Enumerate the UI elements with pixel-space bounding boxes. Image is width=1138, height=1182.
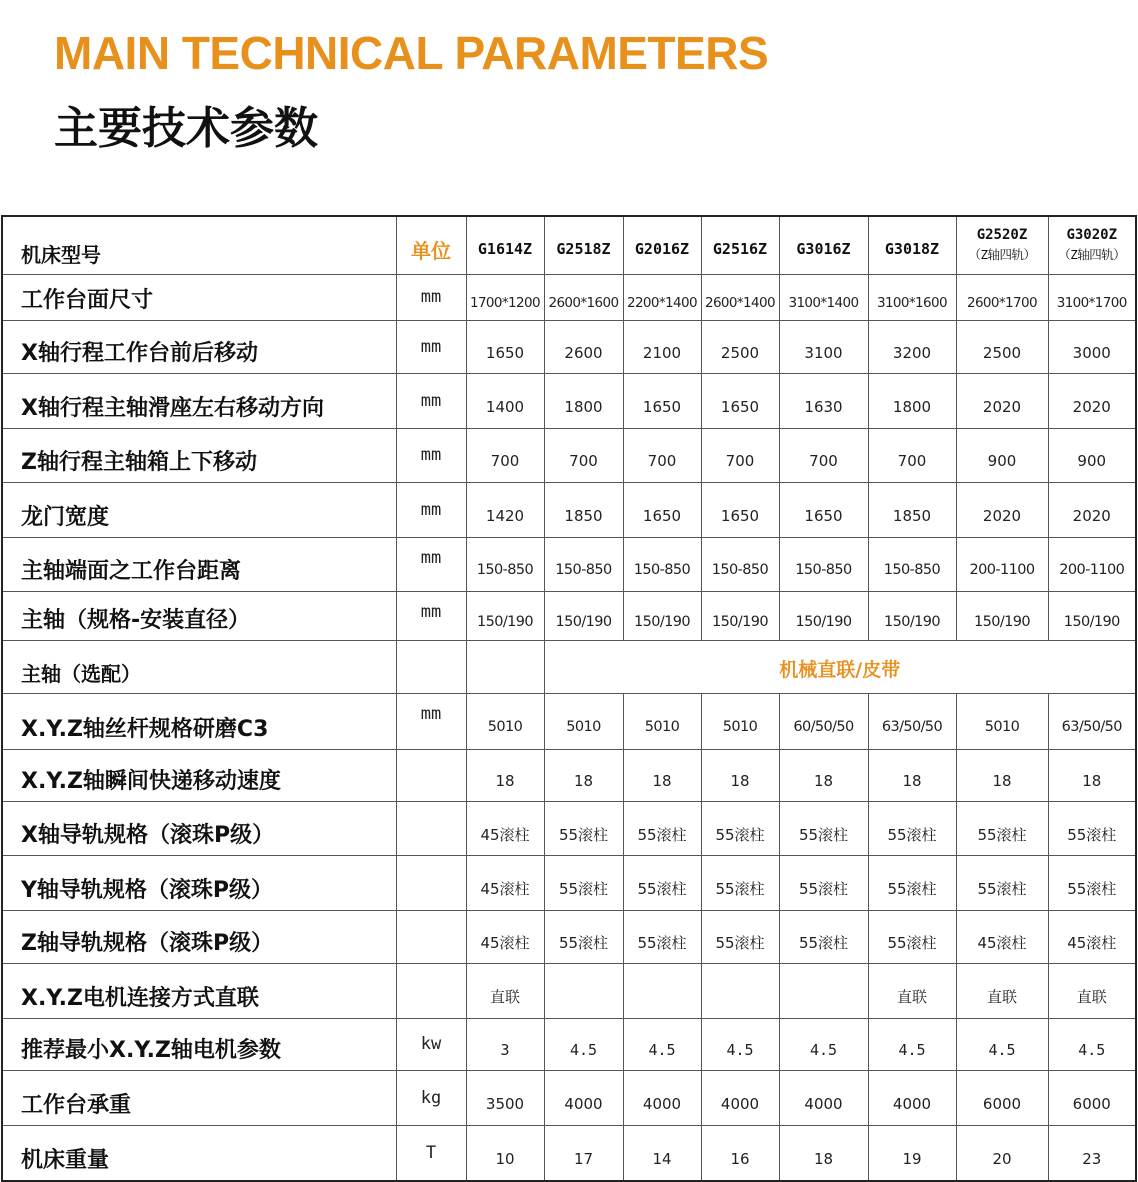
value-cell: 55滚柱 (544, 801, 623, 855)
value-cell: 23 (1048, 1125, 1136, 1181)
model-name-main: G3020Z (1066, 227, 1118, 244)
table-row (2, 373, 1136, 428)
value-cell: 6000 (1048, 1070, 1136, 1125)
title-english: MAIN TECHNICAL PARAMETERS (54, 27, 769, 79)
model-name: G1614Z (466, 216, 544, 274)
value-cell: 700 (544, 428, 623, 482)
value-cell: 45滚柱 (466, 910, 544, 963)
value-cell: 3200 (868, 320, 956, 373)
value-cell: 63/50/50 (868, 693, 956, 749)
unit-cell: mm (396, 274, 466, 320)
value-cell: 2020 (1048, 373, 1136, 428)
value-cell: 45滚柱 (466, 855, 544, 910)
value-cell: 1650 (701, 373, 779, 428)
table-row (2, 910, 1136, 963)
value-cell: 直联 (956, 963, 1048, 1018)
value-cell: 45滚柱 (956, 910, 1048, 963)
param-label: 推荐最小X.Y.Z轴电机参数 (2, 1018, 396, 1070)
value-cell: 18 (1048, 749, 1136, 801)
value-cell: 150-850 (779, 537, 868, 591)
value-cell: 20 (956, 1125, 1048, 1181)
value-cell: 直联 (868, 963, 956, 1018)
value-cell: 4000 (544, 1070, 623, 1125)
value-cell: 2100 (623, 320, 701, 373)
value-cell: 2600 (544, 320, 623, 373)
value-cell: 4.5 (956, 1018, 1048, 1070)
table-row (2, 801, 1136, 855)
value-cell: 直联 (466, 963, 544, 1018)
value-cell: 4.5 (779, 1018, 868, 1070)
unit-cell: mm (396, 591, 466, 640)
value-cell: 1800 (868, 373, 956, 428)
value-cell: 2200*1400 (623, 274, 701, 320)
value-cell: 1650 (623, 373, 701, 428)
header-unit: 单位 (396, 216, 466, 274)
value-cell: 55滚柱 (1048, 855, 1136, 910)
value-cell: 5010 (701, 693, 779, 749)
value-cell: 3100*1400 (779, 274, 868, 320)
param-label: 工作台面尺寸 (2, 274, 396, 320)
value-cell: 55滚柱 (701, 910, 779, 963)
value-cell: 150-850 (544, 537, 623, 591)
value-cell: 18 (779, 1125, 868, 1181)
value-cell: 900 (956, 428, 1048, 482)
table-row (2, 1070, 1136, 1125)
value-cell: 55滚柱 (701, 855, 779, 910)
unit-cell (396, 640, 466, 693)
param-label: 龙门宽度 (2, 482, 396, 537)
value-cell: 18 (779, 749, 868, 801)
table-row (2, 855, 1136, 910)
value-cell: 150/190 (623, 591, 701, 640)
value-cell: 2600*1700 (956, 274, 1048, 320)
value-cell: 700 (466, 428, 544, 482)
unit-cell (396, 801, 466, 855)
param-label: Z轴行程主轴箱上下移动 (2, 428, 396, 482)
table-row (2, 428, 1136, 482)
value-cell: 55滚柱 (868, 855, 956, 910)
value-cell: 700 (868, 428, 956, 482)
value-cell: 3100*1700 (1048, 274, 1136, 320)
value-cell (701, 963, 779, 1018)
value-cell: 6000 (956, 1070, 1048, 1125)
param-label: X轴行程主轴滑座左右移动方向 (2, 373, 396, 428)
value-cell: 700 (779, 428, 868, 482)
value-cell: 18 (956, 749, 1048, 801)
value-cell: 45滚柱 (1048, 910, 1136, 963)
value-cell: 150/190 (868, 591, 956, 640)
table-row (2, 482, 1136, 537)
value-cell: 5010 (623, 693, 701, 749)
table-row (2, 591, 1136, 640)
param-label: 主轴（规格-安装直径） (2, 591, 396, 640)
value-cell: 55滚柱 (623, 801, 701, 855)
value-cell: 5010 (466, 693, 544, 749)
value-cell: 18 (466, 749, 544, 801)
value-cell: 150/190 (544, 591, 623, 640)
value-cell: 55滚柱 (779, 855, 868, 910)
value-cell: 150/190 (956, 591, 1048, 640)
title-chinese: 主要技术参数 (54, 103, 318, 154)
unit-cell (396, 963, 466, 1018)
value-cell: 5010 (956, 693, 1048, 749)
value-cell: 55滚柱 (544, 855, 623, 910)
value-cell: 1650 (466, 320, 544, 373)
value-cell: 55滚柱 (956, 855, 1048, 910)
model-name: G2516Z (701, 216, 779, 274)
value-cell (544, 963, 623, 1018)
unit-cell: kg (396, 1070, 466, 1125)
value-cell: 200-1100 (1048, 537, 1136, 591)
value-cell: 3000 (1048, 320, 1136, 373)
value-cell: 4.5 (868, 1018, 956, 1070)
value-cell: 4.5 (701, 1018, 779, 1070)
value-cell: 1400 (466, 373, 544, 428)
value-cell: 2020 (956, 482, 1048, 537)
value-cell: 150-850 (701, 537, 779, 591)
value-cell: 55滚柱 (544, 910, 623, 963)
value-cell: 4000 (868, 1070, 956, 1125)
table-row (2, 640, 1136, 693)
model-name-sub: （Z轴四轨） (1058, 247, 1126, 263)
param-label: X轴行程工作台前后移动 (2, 320, 396, 373)
value-cell: 1700*1200 (466, 274, 544, 320)
value-cell: 17 (544, 1125, 623, 1181)
value-cell: 700 (701, 428, 779, 482)
value-cell: 4000 (779, 1070, 868, 1125)
model-name-sub: （Z轴四轨） (968, 247, 1036, 263)
value-cell: 2020 (1048, 482, 1136, 537)
table-row (2, 274, 1136, 320)
table-row (2, 1125, 1136, 1181)
unit-cell: T (396, 1125, 466, 1181)
model-name: G2518Z (544, 216, 623, 274)
value-cell: 55滚柱 (623, 855, 701, 910)
table-row (2, 749, 1136, 801)
value-cell: 55滚柱 (623, 910, 701, 963)
unit-cell: mm (396, 693, 466, 749)
value-cell: 16 (701, 1125, 779, 1181)
value-cell: 55滚柱 (779, 910, 868, 963)
value-cell: 200-1100 (956, 537, 1048, 591)
value-cell: 150-850 (868, 537, 956, 591)
value-cell: 55滚柱 (1048, 801, 1136, 855)
param-label: X轴导轨规格（滚珠P级） (2, 801, 396, 855)
unit-cell: mm (396, 320, 466, 373)
value-cell: 150/190 (779, 591, 868, 640)
value-cell: 2500 (701, 320, 779, 373)
value-cell: 18 (623, 749, 701, 801)
value-cell: 2600*1400 (701, 274, 779, 320)
value-cell: 150/190 (701, 591, 779, 640)
param-label: 主轴（选配） (2, 640, 396, 693)
value-cell: 55滚柱 (701, 801, 779, 855)
spec-table (1, 215, 1137, 1182)
table-row (2, 537, 1136, 591)
param-label: Y轴导轨规格（滚珠P级） (2, 855, 396, 910)
value-cell (623, 963, 701, 1018)
value-cell: 150/190 (1048, 591, 1136, 640)
model-name: G2016Z (623, 216, 701, 274)
value-cell: 1850 (868, 482, 956, 537)
model-name (956, 216, 1048, 274)
param-label: X.Y.Z轴瞬间快递移动速度 (2, 749, 396, 801)
value-cell: 18 (701, 749, 779, 801)
header-label: 机床型号 (2, 216, 396, 274)
model-name: G3016Z (779, 216, 868, 274)
value-cell: 55滚柱 (868, 801, 956, 855)
value-cell: 14 (623, 1125, 701, 1181)
value-cell: 55滚柱 (779, 801, 868, 855)
value-cell: 10 (466, 1125, 544, 1181)
unit-cell (396, 910, 466, 963)
value-cell: 1650 (779, 482, 868, 537)
value-cell: 1850 (544, 482, 623, 537)
value-cell: 45滚柱 (466, 801, 544, 855)
value-cell: 55滚柱 (956, 801, 1048, 855)
value-cell: 1420 (466, 482, 544, 537)
value-cell: 4.5 (1048, 1018, 1136, 1070)
value-cell: 150/190 (466, 591, 544, 640)
value-cell: 3500 (466, 1070, 544, 1125)
table-row (2, 693, 1136, 749)
value-cell: 150-850 (466, 537, 544, 591)
param-label: 工作台承重 (2, 1070, 396, 1125)
value-cell: 63/50/50 (1048, 693, 1136, 749)
header-row (2, 216, 1136, 274)
model-name-main: G2520Z (976, 227, 1028, 244)
unit-cell: mm (396, 482, 466, 537)
value-cell: 18 (544, 749, 623, 801)
value-cell: 2020 (956, 373, 1048, 428)
value-cell: 4.5 (623, 1018, 701, 1070)
value-cell: 5010 (544, 693, 623, 749)
model-name: G3018Z (868, 216, 956, 274)
value-cell: 3 (466, 1018, 544, 1070)
unit-cell: mm (396, 537, 466, 591)
unit-cell (396, 855, 466, 910)
value-cell: 900 (1048, 428, 1136, 482)
unit-cell: mm (396, 428, 466, 482)
value-cell (466, 640, 544, 693)
value-cell: 直联 (1048, 963, 1136, 1018)
value-cell (779, 963, 868, 1018)
merged-value-cell: 机械直联/皮带 (544, 640, 1136, 693)
unit-cell: mm (396, 373, 466, 428)
param-label: 主轴端面之工作台距离 (2, 537, 396, 591)
value-cell: 1650 (623, 482, 701, 537)
model-name (1048, 216, 1136, 274)
value-cell: 3100*1600 (868, 274, 956, 320)
value-cell: 150-850 (623, 537, 701, 591)
value-cell: 2500 (956, 320, 1048, 373)
value-cell: 2600*1600 (544, 274, 623, 320)
value-cell: 1630 (779, 373, 868, 428)
value-cell: 4.5 (544, 1018, 623, 1070)
value-cell: 3100 (779, 320, 868, 373)
value-cell: 1800 (544, 373, 623, 428)
value-cell: 700 (623, 428, 701, 482)
param-label: 机床重量 (2, 1125, 396, 1181)
unit-cell: kw (396, 1018, 466, 1070)
table-row (2, 320, 1136, 373)
value-cell: 19 (868, 1125, 956, 1181)
param-label: X.Y.Z轴丝杆规格研磨C3 (2, 693, 396, 749)
table-row (2, 1018, 1136, 1070)
value-cell: 18 (868, 749, 956, 801)
param-label: X.Y.Z电机连接方式直联 (2, 963, 396, 1018)
table-row (2, 963, 1136, 1018)
value-cell: 1650 (701, 482, 779, 537)
value-cell: 4000 (623, 1070, 701, 1125)
unit-cell (396, 749, 466, 801)
value-cell: 55滚柱 (868, 910, 956, 963)
value-cell: 4000 (701, 1070, 779, 1125)
value-cell: 60/50/50 (779, 693, 868, 749)
param-label: Z轴导轨规格（滚珠P级） (2, 910, 396, 963)
